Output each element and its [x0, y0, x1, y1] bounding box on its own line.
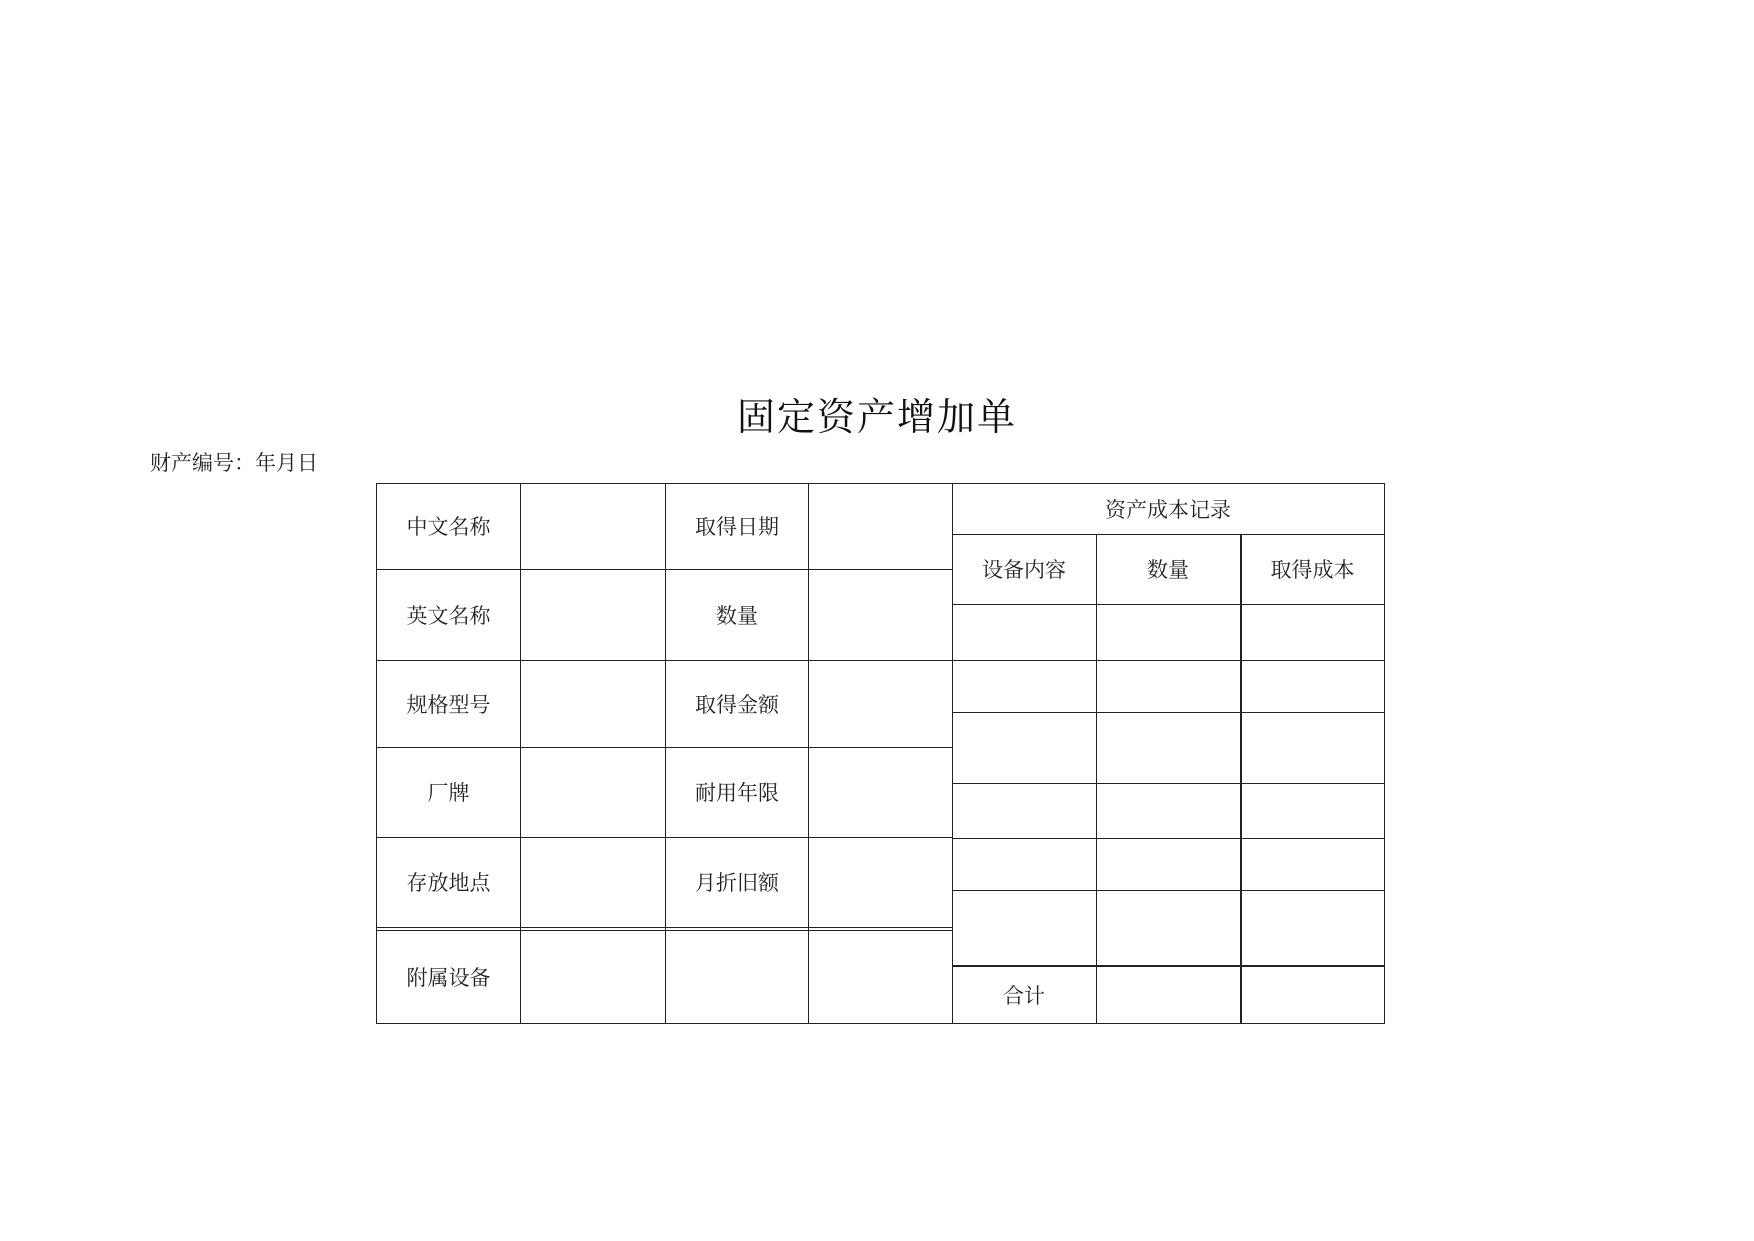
value-acquisition-amount	[809, 660, 952, 747]
property-number-date-line: 财产编号：年月日	[150, 451, 318, 475]
value-english-name	[521, 569, 665, 660]
label-quantity: 数量	[716, 603, 758, 628]
label-specification-model: 规格型号	[406, 692, 491, 717]
label-monthly-depreciation: 月折旧额	[695, 871, 779, 895]
label-chinese-name: 中文名称	[406, 515, 491, 539]
label-acquisition-date: 取得日期	[695, 515, 779, 539]
value-acquisition-date	[809, 483, 952, 569]
value-specification-model	[521, 660, 665, 747]
grid-hline-double	[376, 927, 953, 928]
grid-hline	[952, 660, 1385, 661]
column-header-acquisition-cost: 取得成本	[1270, 558, 1355, 582]
label-accessory-equipment: 附属设备	[406, 966, 491, 990]
grid-hline	[952, 838, 1385, 839]
value-accessory-extra-2	[809, 931, 952, 1023]
total-quantity	[1096, 966, 1240, 1023]
document-title: 固定资产增加单	[736, 395, 1017, 439]
grid-vline	[1240, 534, 1242, 1024]
cost-record-header: 资产成本记录	[1105, 497, 1231, 522]
label-storage-location: 存放地点	[406, 871, 491, 895]
value-chinese-name	[521, 483, 665, 569]
column-header-equipment-content: 设备内容	[982, 558, 1066, 582]
value-quantity	[809, 569, 952, 660]
value-monthly-depreciation	[809, 837, 952, 927]
label-brand: 厂牌	[427, 781, 470, 805]
value-accessory-equipment	[521, 931, 665, 1023]
grid-vline	[1096, 534, 1097, 1024]
value-storage-location	[521, 837, 665, 927]
label-useful-life: 耐用年限	[695, 781, 779, 805]
value-useful-life	[809, 747, 952, 837]
total-acquisition-cost	[1241, 966, 1384, 1023]
value-accessory-extra	[665, 931, 809, 1023]
grid-hline	[952, 890, 1385, 891]
value-brand	[521, 747, 665, 837]
total-label: 合计	[1003, 983, 1045, 1008]
table-border-bottom	[376, 1023, 1385, 1024]
grid-hline	[952, 604, 1385, 605]
label-english-name: 英文名称	[406, 603, 491, 628]
column-header-quantity: 数量	[1147, 558, 1189, 582]
grid-hline	[952, 712, 1385, 713]
label-acquisition-amount: 取得金额	[695, 692, 779, 717]
grid-hline	[952, 783, 1385, 784]
table-border-right	[1384, 483, 1385, 1024]
